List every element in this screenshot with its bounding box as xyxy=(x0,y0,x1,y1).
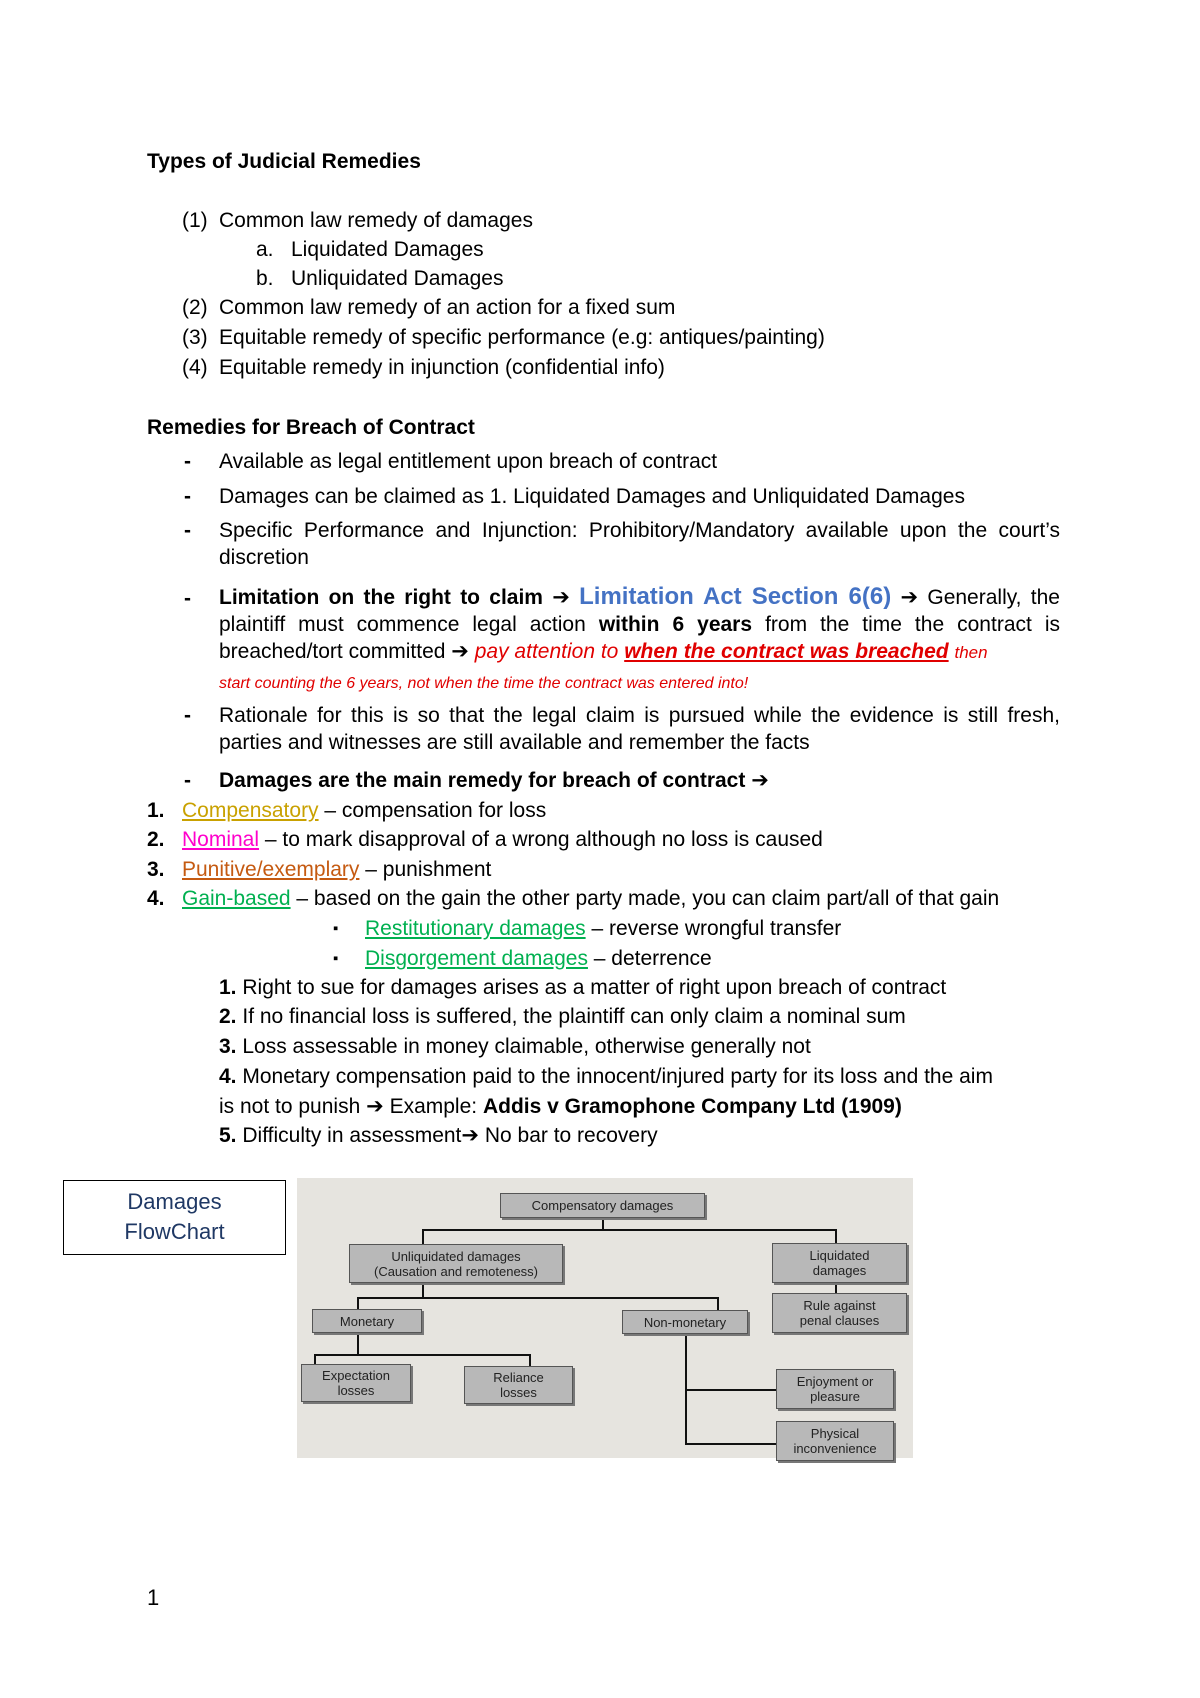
limitation-paragraph: Limitation on the right to claim ➔ Limitation Act Section 6(6) ➔ Generally, the plaintiff must commence legal action within 6 years from the time the contract is breached/tort committed ➔ pay attention to when the contract was breached then xyxy=(219,583,1060,663)
edge xyxy=(529,1354,531,1366)
point-item: 1. Right to sue for damages arises as a matter of right upon breach of contract xyxy=(219,976,947,999)
type-gain-based: Gain-based – based on the gain the other party made, you can claim part/all of that gain xyxy=(182,887,1000,910)
list-marker: a. xyxy=(256,238,274,261)
point-item: 5. Difficulty in assessment➔ No bar to recovery xyxy=(219,1124,658,1147)
node-expectation-losses: Expectation losses xyxy=(301,1364,411,1402)
type-number: 2. xyxy=(147,828,165,851)
bullet-dash: - xyxy=(184,704,191,727)
type-number: 3. xyxy=(147,858,165,881)
edge xyxy=(314,1354,316,1364)
sub-restitutionary: Restitutionary damages – reverse wrongful transfer xyxy=(365,917,842,940)
list-item: Unliquidated Damages xyxy=(291,267,504,290)
bullet-text: Damages are the main remedy for breach of contract ➔ xyxy=(219,769,769,792)
type-punitive: Punitive/exemplary – punishment xyxy=(182,858,492,881)
edge xyxy=(357,1297,718,1299)
square-bullet: ▪ xyxy=(333,950,339,967)
list-marker: (1) xyxy=(182,209,208,232)
flowchart-label-line2: FlowChart xyxy=(124,1219,225,1244)
edge xyxy=(717,1297,719,1310)
edge xyxy=(685,1389,776,1391)
list-marker: (4) xyxy=(182,356,208,379)
flowchart-label-line1: Damages xyxy=(127,1189,222,1214)
node-unliquidated-damages: Unliquidated damages (Causation and remoteness) xyxy=(349,1244,563,1283)
bullet-text: Specific Performance and Injunction: Prohibitory/Mandatory available upon the court’s discretion xyxy=(219,519,1060,569)
bullet-dash: - xyxy=(184,769,191,792)
edge xyxy=(357,1333,359,1355)
node-enjoyment-or-pleasure: Enjoyment or pleasure xyxy=(776,1369,894,1409)
bullet-text: Available as legal entitlement upon breach of contract xyxy=(219,450,718,473)
section1-title: Types of Judicial Remedies xyxy=(147,150,421,173)
flowchart-label-box xyxy=(63,1180,286,1255)
node-non-monetary: Non-monetary xyxy=(622,1310,748,1334)
edge xyxy=(357,1297,359,1309)
list-item: Equitable remedy in injunction (confidential info) xyxy=(219,356,665,379)
point-item: 2. If no financial loss is suffered, the plaintiff can only claim a nominal sum xyxy=(219,1005,906,1028)
list-item: Common law remedy of damages xyxy=(219,209,533,232)
list-marker: b. xyxy=(256,267,274,290)
damages-flowchart xyxy=(297,1178,913,1458)
type-compensatory: Compensatory – compensation for loss xyxy=(182,799,547,822)
node-liquidated-damages: Liquidated damages xyxy=(772,1243,907,1283)
list-item: Common law remedy of an action for a fixed sum xyxy=(219,296,676,319)
edge xyxy=(685,1443,776,1445)
node-monetary: Monetary xyxy=(312,1309,422,1333)
list-marker: (2) xyxy=(182,296,208,319)
bullet-dash: - xyxy=(184,450,191,473)
node-reliance-losses: Reliance losses xyxy=(464,1366,573,1404)
node-physical-inconvenience: Physical inconvenience xyxy=(776,1421,894,1461)
edge xyxy=(314,1354,530,1356)
bullet-text: Damages can be claimed as 1. Liquidated Damages and Unliquidated Damages xyxy=(219,485,965,508)
edge xyxy=(422,1282,424,1298)
bullet-dash: - xyxy=(184,587,191,610)
edge xyxy=(422,1229,424,1244)
point-item: 4. Monetary compensation paid to the innocent/injured party for its loss and the aim xyxy=(219,1065,993,1088)
list-marker: (3) xyxy=(182,326,208,349)
bullet-dash: - xyxy=(184,519,191,542)
page-number: 1 xyxy=(147,1585,160,1610)
edge xyxy=(422,1229,836,1231)
point-item: 3. Loss assessable in money claimable, otherwise generally not xyxy=(219,1035,811,1058)
square-bullet: ▪ xyxy=(333,920,339,937)
node-compensatory-damages: Compensatory damages xyxy=(500,1193,705,1218)
list-item: Equitable remedy of specific performance (e.g: antiques/painting) xyxy=(219,326,825,349)
type-number: 1. xyxy=(147,799,165,822)
point-item-continued: is not to punish ➔ Example: Addis v Gramophone Company Ltd (1909) xyxy=(219,1095,902,1118)
node-rule-against-penal-clauses: Rule against penal clauses xyxy=(772,1293,907,1333)
type-number: 4. xyxy=(147,887,165,910)
section2-title: Remedies for Breach of Contract xyxy=(147,416,475,439)
bullet-text: Rationale for this is so that the legal claim is pursued while the evidence is still fresh, parties and witnesses are still available and remember the facts xyxy=(219,704,1060,754)
bullet-dash: - xyxy=(184,485,191,508)
type-nominal: Nominal – to mark disapproval of a wrong although no loss is caused xyxy=(182,828,823,851)
sub-disgorgement: Disgorgement damages – deterrence xyxy=(365,947,712,970)
limitation-note: start counting the 6 years, not when the time the contract was entered into! xyxy=(219,675,749,692)
edge xyxy=(835,1229,837,1243)
list-item: Liquidated Damages xyxy=(291,238,484,261)
edge xyxy=(602,1218,604,1230)
